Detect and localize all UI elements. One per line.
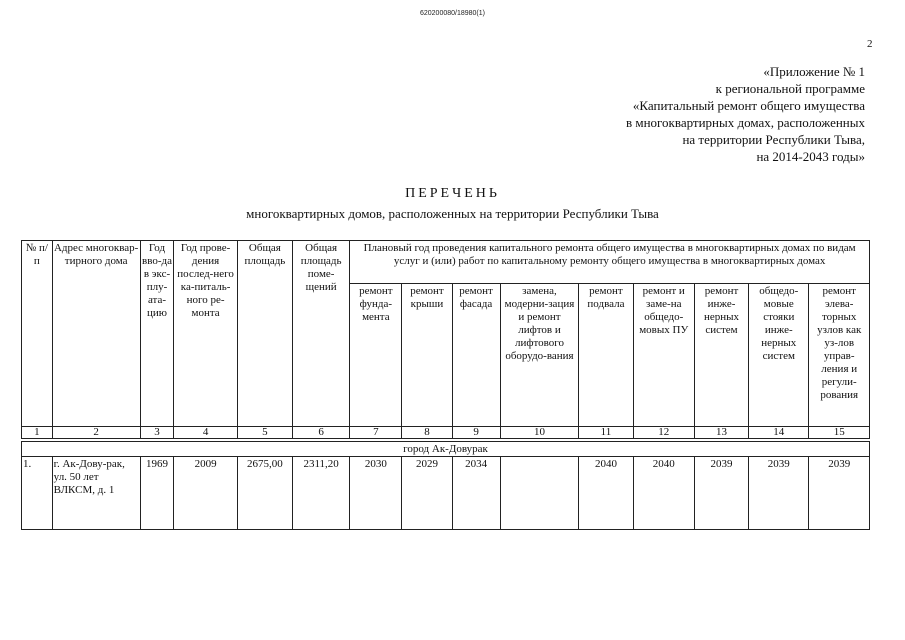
cell-risers: 2039	[749, 457, 809, 530]
column-number: 6	[293, 427, 350, 439]
header-risers: общедо-мовые стояки инже-нерных систем	[749, 284, 809, 427]
header-plan-group: Плановый год проведения капитального ремонта общего имущества в многоквартирных домах по видам услуг и (или) работ по капитальному ремонту общего имущества в многоквартирных домах	[350, 241, 870, 284]
column-number: 12	[633, 427, 694, 439]
cell-elevator	[500, 457, 579, 530]
document-title: ПЕРЕЧЕНЬ	[405, 186, 500, 201]
header-address: Адрес многоквар-тирного дома	[52, 241, 140, 427]
cell-premises-area: 2311,20	[293, 457, 350, 530]
cell-metering: 2040	[633, 457, 694, 530]
cell-basement: 2040	[579, 457, 633, 530]
column-number: 3	[140, 427, 174, 439]
appendix-line: «Капитальный ремонт общего имущества	[632, 98, 865, 113]
cell-total-area: 2675,00	[237, 457, 292, 530]
header-num: № п/п	[22, 241, 53, 427]
column-number: 4	[174, 427, 237, 439]
cell-engineering: 2039	[694, 457, 748, 530]
column-number: 15	[809, 427, 870, 439]
appendix-note	[565, 63, 865, 165]
column-number: 1	[22, 427, 53, 439]
header-facade: ремонт фасада	[452, 284, 500, 427]
city-name: город Ак-Довурак	[22, 442, 870, 457]
column-number-row	[22, 427, 870, 439]
column-number: 8	[402, 427, 452, 439]
buildings-table	[21, 240, 870, 530]
cell-year-last-repair: 2009	[174, 457, 237, 530]
cell-year-built: 1969	[140, 457, 174, 530]
document-subtitle: многоквартирных домов, расположенных на территории Республики Тыва	[246, 206, 659, 221]
appendix-line: «Приложение № 1	[763, 64, 865, 79]
cell-num: 1.	[22, 457, 53, 530]
cell-elevator-nodes: 2039	[809, 457, 870, 530]
table-row	[22, 457, 870, 530]
document-id: 620200080/18980(1)	[419, 10, 485, 17]
header-metering: ремонт и заме-на общедо-мовых ПУ	[633, 284, 694, 427]
column-number: 9	[452, 427, 500, 439]
cell-roof: 2029	[402, 457, 452, 530]
appendix-line: в многоквартирных домах, расположенных	[625, 115, 865, 130]
column-number: 10	[500, 427, 579, 439]
appendix-line: к региональной программе	[715, 81, 865, 96]
header-year-built: Год вво-да в экс-плу-ата-цию	[140, 241, 174, 427]
column-number: 7	[350, 427, 402, 439]
header-year-last-repair: Год прове-дения послед-него ка-питаль-ного ре-монта	[174, 241, 237, 427]
cell-foundation: 2030	[350, 457, 402, 530]
column-number: 5	[237, 427, 292, 439]
column-number: 13	[694, 427, 748, 439]
header-engineering: ремонт инже-нерных систем	[694, 284, 748, 427]
header-basement: ремонт подвала	[579, 284, 633, 427]
header-roof: ремонт крыши	[402, 284, 452, 427]
cell-address: г. Ак-Дову-рак, ул. 50 лет ВЛКСМ, д. 1	[52, 457, 140, 530]
header-elevator: замена, модерни-зация и ремонт лифтов и лифтового оборудо-вания	[500, 284, 579, 427]
column-number: 14	[749, 427, 809, 439]
city-row	[22, 442, 870, 457]
header-elevator-nodes: ремонт элева-торных узлов как уз-лов управ-ления и регули-рования	[809, 284, 870, 427]
header-foundation: ремонт фунда-мента	[350, 284, 402, 427]
page-number: 2	[867, 38, 873, 50]
column-number: 11	[579, 427, 633, 439]
appendix-line: на 2014-2043 годы»	[756, 149, 865, 164]
column-number: 2	[52, 427, 140, 439]
cell-facade: 2034	[452, 457, 500, 530]
appendix-line: на территории Республики Тыва,	[682, 132, 865, 147]
header-premises-area: Общая площадь поме-щений	[293, 241, 350, 427]
header-total-area: Общая площадь	[237, 241, 292, 427]
header-row	[22, 241, 870, 284]
